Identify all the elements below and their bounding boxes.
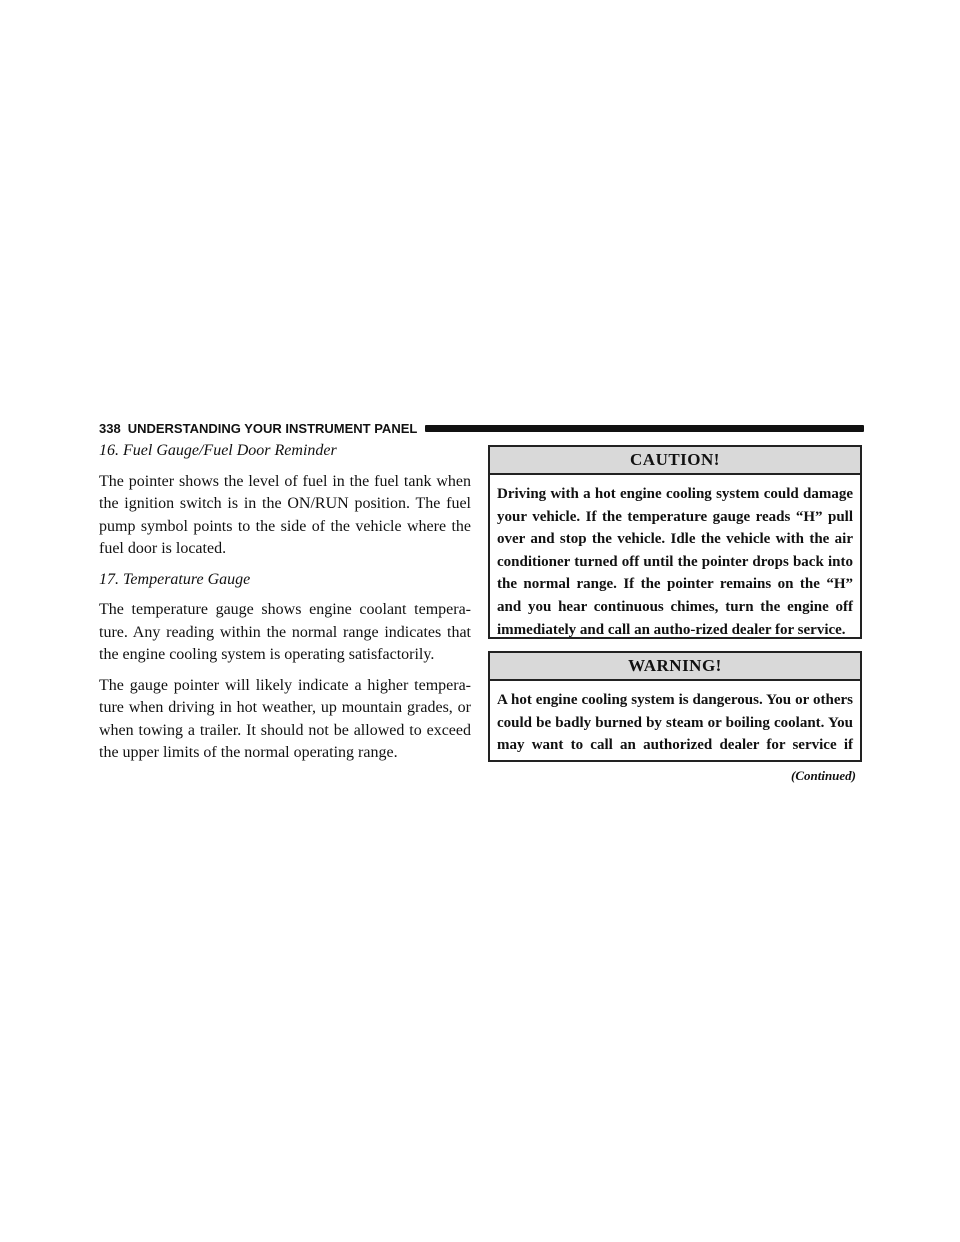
caution-text: Driving with a hot engine cooling system could damage your vehicle. If the temperature gauge reads “H” pull over and stop the vehicle. Idle the vehicle with the air conditioner turned off until the pointer drops back into the normal range. If the pointer remains on the “H” and you hear continuous chimes, turn the engine off immediately and call an autho-rized dealer for service. [497, 486, 853, 638]
temperature-gauge-paragraph-1: The temperature gauge shows engine coolant tempera-ture. Any reading within the normal range indicates that the engine cooling system is operating satisfactorily. [99, 601, 471, 663]
caution-box [488, 445, 862, 639]
temperature-gauge-paragraph-2: The gauge pointer will likely indicate a higher tempera-ture when driving in hot weather, up mountain grades, or when towing a trailer. It should not be allowed to exceed the upper limits of the normal operating range. [99, 676, 471, 761]
warning-text: A hot engine cooling system is dangerous. You or others could be badly burned by steam or boiling coolant. You may want to call an authorized dealer for service if [497, 692, 853, 754]
left-column [99, 440, 471, 773]
warning-box [488, 651, 862, 762]
warning-title: WARNING! [490, 653, 860, 681]
temperature-gauge-heading: 17. Temperature Gauge [99, 570, 251, 588]
section-title: UNDERSTANDING YOUR INSTRUMENT PANEL [127, 420, 418, 436]
page-header [99, 418, 864, 438]
header-rule [425, 425, 864, 432]
continued-label: (Continued) [790, 768, 856, 783]
fuel-gauge-heading: 16. Fuel Gauge/Fuel Door Reminder [99, 442, 337, 459]
page-number: 338 [99, 420, 121, 436]
caution-title: CAUTION! [490, 447, 860, 475]
fuel-gauge-paragraph: The pointer shows the level of fuel in the fuel tank when the ignition switch is in the ON/RUN position. The fuel pump symbol points to the side of the vehicle where the fuel door is located. [99, 472, 471, 557]
